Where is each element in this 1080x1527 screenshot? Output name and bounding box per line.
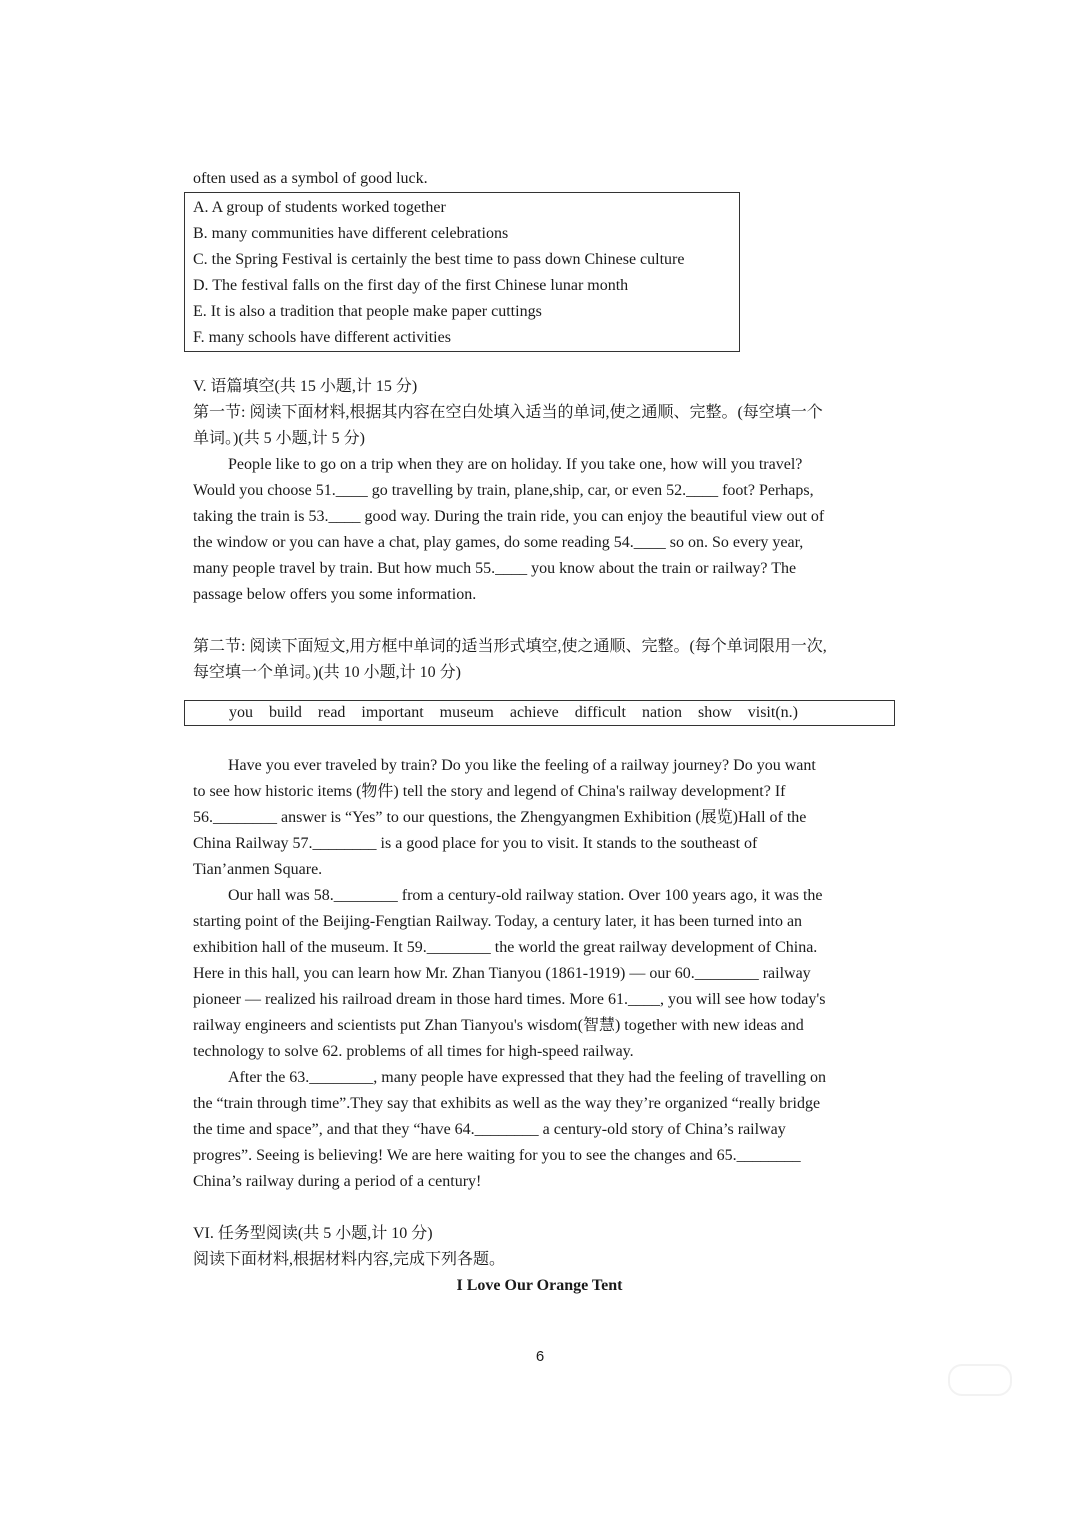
word-box-item: museum	[439, 704, 494, 721]
paragraph-line: progres”. Seeing is believing! We are here waiting for you to see the changes and 65.________	[193, 1147, 801, 1164]
part1-passage	[193, 452, 886, 608]
word-box-item: achieve	[509, 704, 559, 721]
section-6-title: VI. 任务型阅读(共 5 小题,计 10 分)	[193, 1225, 433, 1242]
paragraph-line: the “train through time”.They say that exhibits as well as the way they’re organized “really bridge	[193, 1095, 821, 1112]
part1-line: People like to go on a trip when they are on holiday. If you take one, how will you travel?	[228, 456, 803, 473]
option-f: F. many schools have different activities	[193, 329, 451, 346]
part1-instruction-line1: 第一节: 阅读下面材料,根据其内容在空白处填入适当的单词,使之通顺、完整。(每空填一个	[193, 404, 823, 421]
paragraph-line: to see how historic items (物件) tell the story and legend of China's railway development? If	[193, 783, 786, 800]
option-e: E. It is also a tradition that people make paper cuttings	[193, 303, 542, 320]
word-box-item: important	[361, 704, 424, 721]
word-box-item: show	[697, 704, 732, 721]
page-number: 6	[535, 1348, 545, 1365]
paragraph-line: exhibition hall of the museum. It 59.________ the world the great railway development of China.	[193, 939, 818, 956]
part2-paragraph-2	[193, 883, 886, 1065]
option-b: B. many communities have different celebrations	[193, 225, 509, 242]
section-5-title: V. 语篇填空(共 15 小题,计 15 分)	[193, 378, 418, 395]
part1-line: Would you choose 51.____ go travelling by train, plane,ship, car, or even 52.____ foot? Perhaps,	[193, 482, 814, 499]
word-box-item: nation	[641, 704, 682, 721]
top-line: often used as a symbol of good luck.	[193, 170, 428, 187]
paragraph-line: Our hall was 58.________ from a century-old railway station. Over 100 years ago, it was the	[228, 887, 823, 904]
paragraph-line: Here in this hall, you can learn how Mr. Zhan Tianyou (1861-1919) — our 60.________ railway	[193, 965, 811, 982]
options-box	[184, 192, 740, 352]
part2-paragraph-1	[193, 753, 886, 883]
part2-paragraph-3	[193, 1065, 886, 1195]
paragraph-line: Tian’anmen Square.	[193, 861, 323, 878]
option-c: C. the Spring Festival is certainly the best time to pass down Chinese culture	[193, 251, 685, 268]
word-box-item: visit(n.)	[747, 704, 798, 721]
option-a: A. A group of students worked together	[193, 199, 446, 216]
page-content	[193, 166, 886, 1299]
paragraph-line: the time and space”, and that they “have 64.________ a century-old story of China’s railway	[193, 1121, 786, 1138]
paragraph-line: China’s railway during a period of a century!	[193, 1173, 482, 1190]
word-box	[184, 700, 895, 726]
part1-instruction-line2: 单词。)(共 5 小题,计 5 分)	[193, 430, 365, 447]
part1-line: the window or you can have a chat, play games, do some reading 54.____ so on. So every year,	[193, 534, 804, 551]
passage-title: I Love Our Orange Tent	[456, 1277, 623, 1294]
part1-line: taking the train is 53.____ good way. During the train ride, you can enjoy the beautiful view out of	[193, 508, 825, 525]
word-box-item: you	[229, 704, 253, 721]
part1-line: passage below offers you some information.	[193, 586, 477, 603]
paragraph-line: technology to solve 62. problems of all times for high-speed railway.	[193, 1043, 634, 1060]
part2-instruction-line1: 第二节: 阅读下面短文,用方框中单词的适当形式填空,使之通顺、完整。(每个单词限用一次,	[193, 638, 827, 655]
paragraph-line: railway engineers and scientists put Zhan Tianyou's wisdom(智慧) together with new ideas and	[193, 1017, 804, 1034]
word-box-item: read	[317, 704, 346, 721]
paragraph-line: starting point of the Beijing-Fengtian Railway. Today, a century later, it has been turned into an	[193, 913, 803, 930]
option-d: D. The festival falls on the first day of the first Chinese lunar month	[193, 277, 629, 294]
watermark-logo-icon	[948, 1364, 1012, 1396]
paragraph-line: Have you ever traveled by train? Do you like the feeling of a railway journey? Do you want	[228, 757, 816, 774]
paragraph-line: 56.________ answer is “Yes” to our questions, the Zhengyangmen Exhibition (展览)Hall of the	[193, 809, 807, 826]
paragraph-line: pioneer — realized his railroad dream in those hard times. More 61.____, you will see how today's	[193, 991, 826, 1008]
paragraph-line: After the 63.________, many people have expressed that they had the feeling of travelling on	[228, 1069, 827, 1086]
section-6-instruction: 阅读下面材料,根据材料内容,完成下列各题。	[193, 1251, 506, 1268]
part2-instruction-line2: 每空填一个单词。)(共 10 小题,计 10 分)	[193, 664, 461, 681]
paragraph-line: China Railway 57.________ is a good place for you to visit. It stands to the southeast of	[193, 835, 758, 852]
word-box-item: build	[269, 704, 302, 721]
word-box-item: difficult	[574, 704, 626, 721]
part1-line: many people travel by train. But how much 55.____ you know about the train or railway? The	[193, 560, 797, 577]
